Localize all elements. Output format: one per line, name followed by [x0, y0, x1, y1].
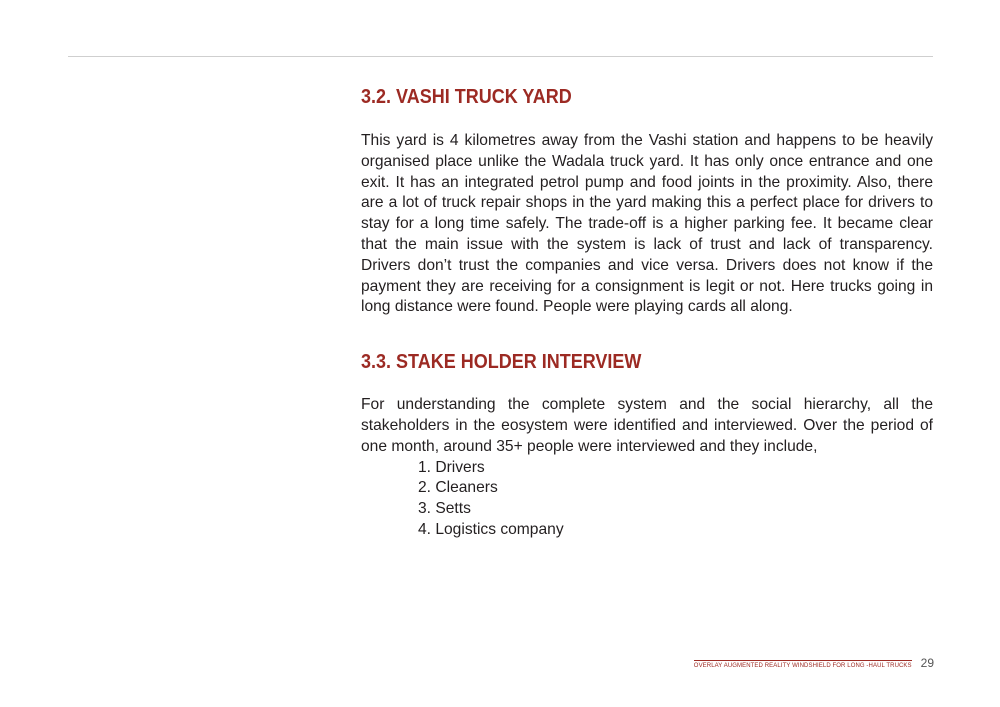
- list-item: 1. Drivers: [418, 458, 485, 476]
- stakeholder-list: [361, 458, 933, 541]
- section-heading-vashi-truck-yard: 3.2. VASHI TRUCK YARD: [361, 86, 572, 108]
- section-heading-stake-holder-interview: 3.3. STAKE HOLDER INTERVIEW: [361, 351, 642, 374]
- section-paragraph-vashi-truck-yard: This yard is 4 kilometres away from the Vashi station and happens to be heavily organised place unlike the Wadala truck yard. It has only once entrance and one exit. It has an integrated petrol pump and food joints in the proximity. Also, there are a lot of truck repair shops in the yard making this a perfect place for drivers to stay for a long time safely. The trade-off is a higher parking fee. It became clear that the main issue with the system is lack of trust and lack of transparency. Drivers don’t trust the companies and vice versa. Drivers does not know if the payment they are receiving for a consignment is legit or not. Here trucks going in long distance were found. People were playing cards all along.: [361, 132, 933, 316]
- list-item: 2. Cleaners: [418, 479, 498, 497]
- footer-document-title: OVERLAY AUGMENTED REALITY WINDSHIELD FOR LONG -HAUL TRUCKS: [694, 660, 912, 669]
- page-footer: [694, 657, 934, 669]
- page-content: [361, 84, 933, 541]
- list-item: 4. Logistics company: [418, 520, 564, 538]
- section-paragraph-stake-holder-interview: For understanding the complete system and the social hierarchy, all the stakeholders in the eosystem were identified and interviewed. Over the period of one month, around 35+ people were interviewed and they include,: [361, 396, 933, 455]
- list-item: 3. Setts: [418, 500, 471, 518]
- page-number: 29: [920, 656, 934, 670]
- top-divider: [68, 56, 933, 57]
